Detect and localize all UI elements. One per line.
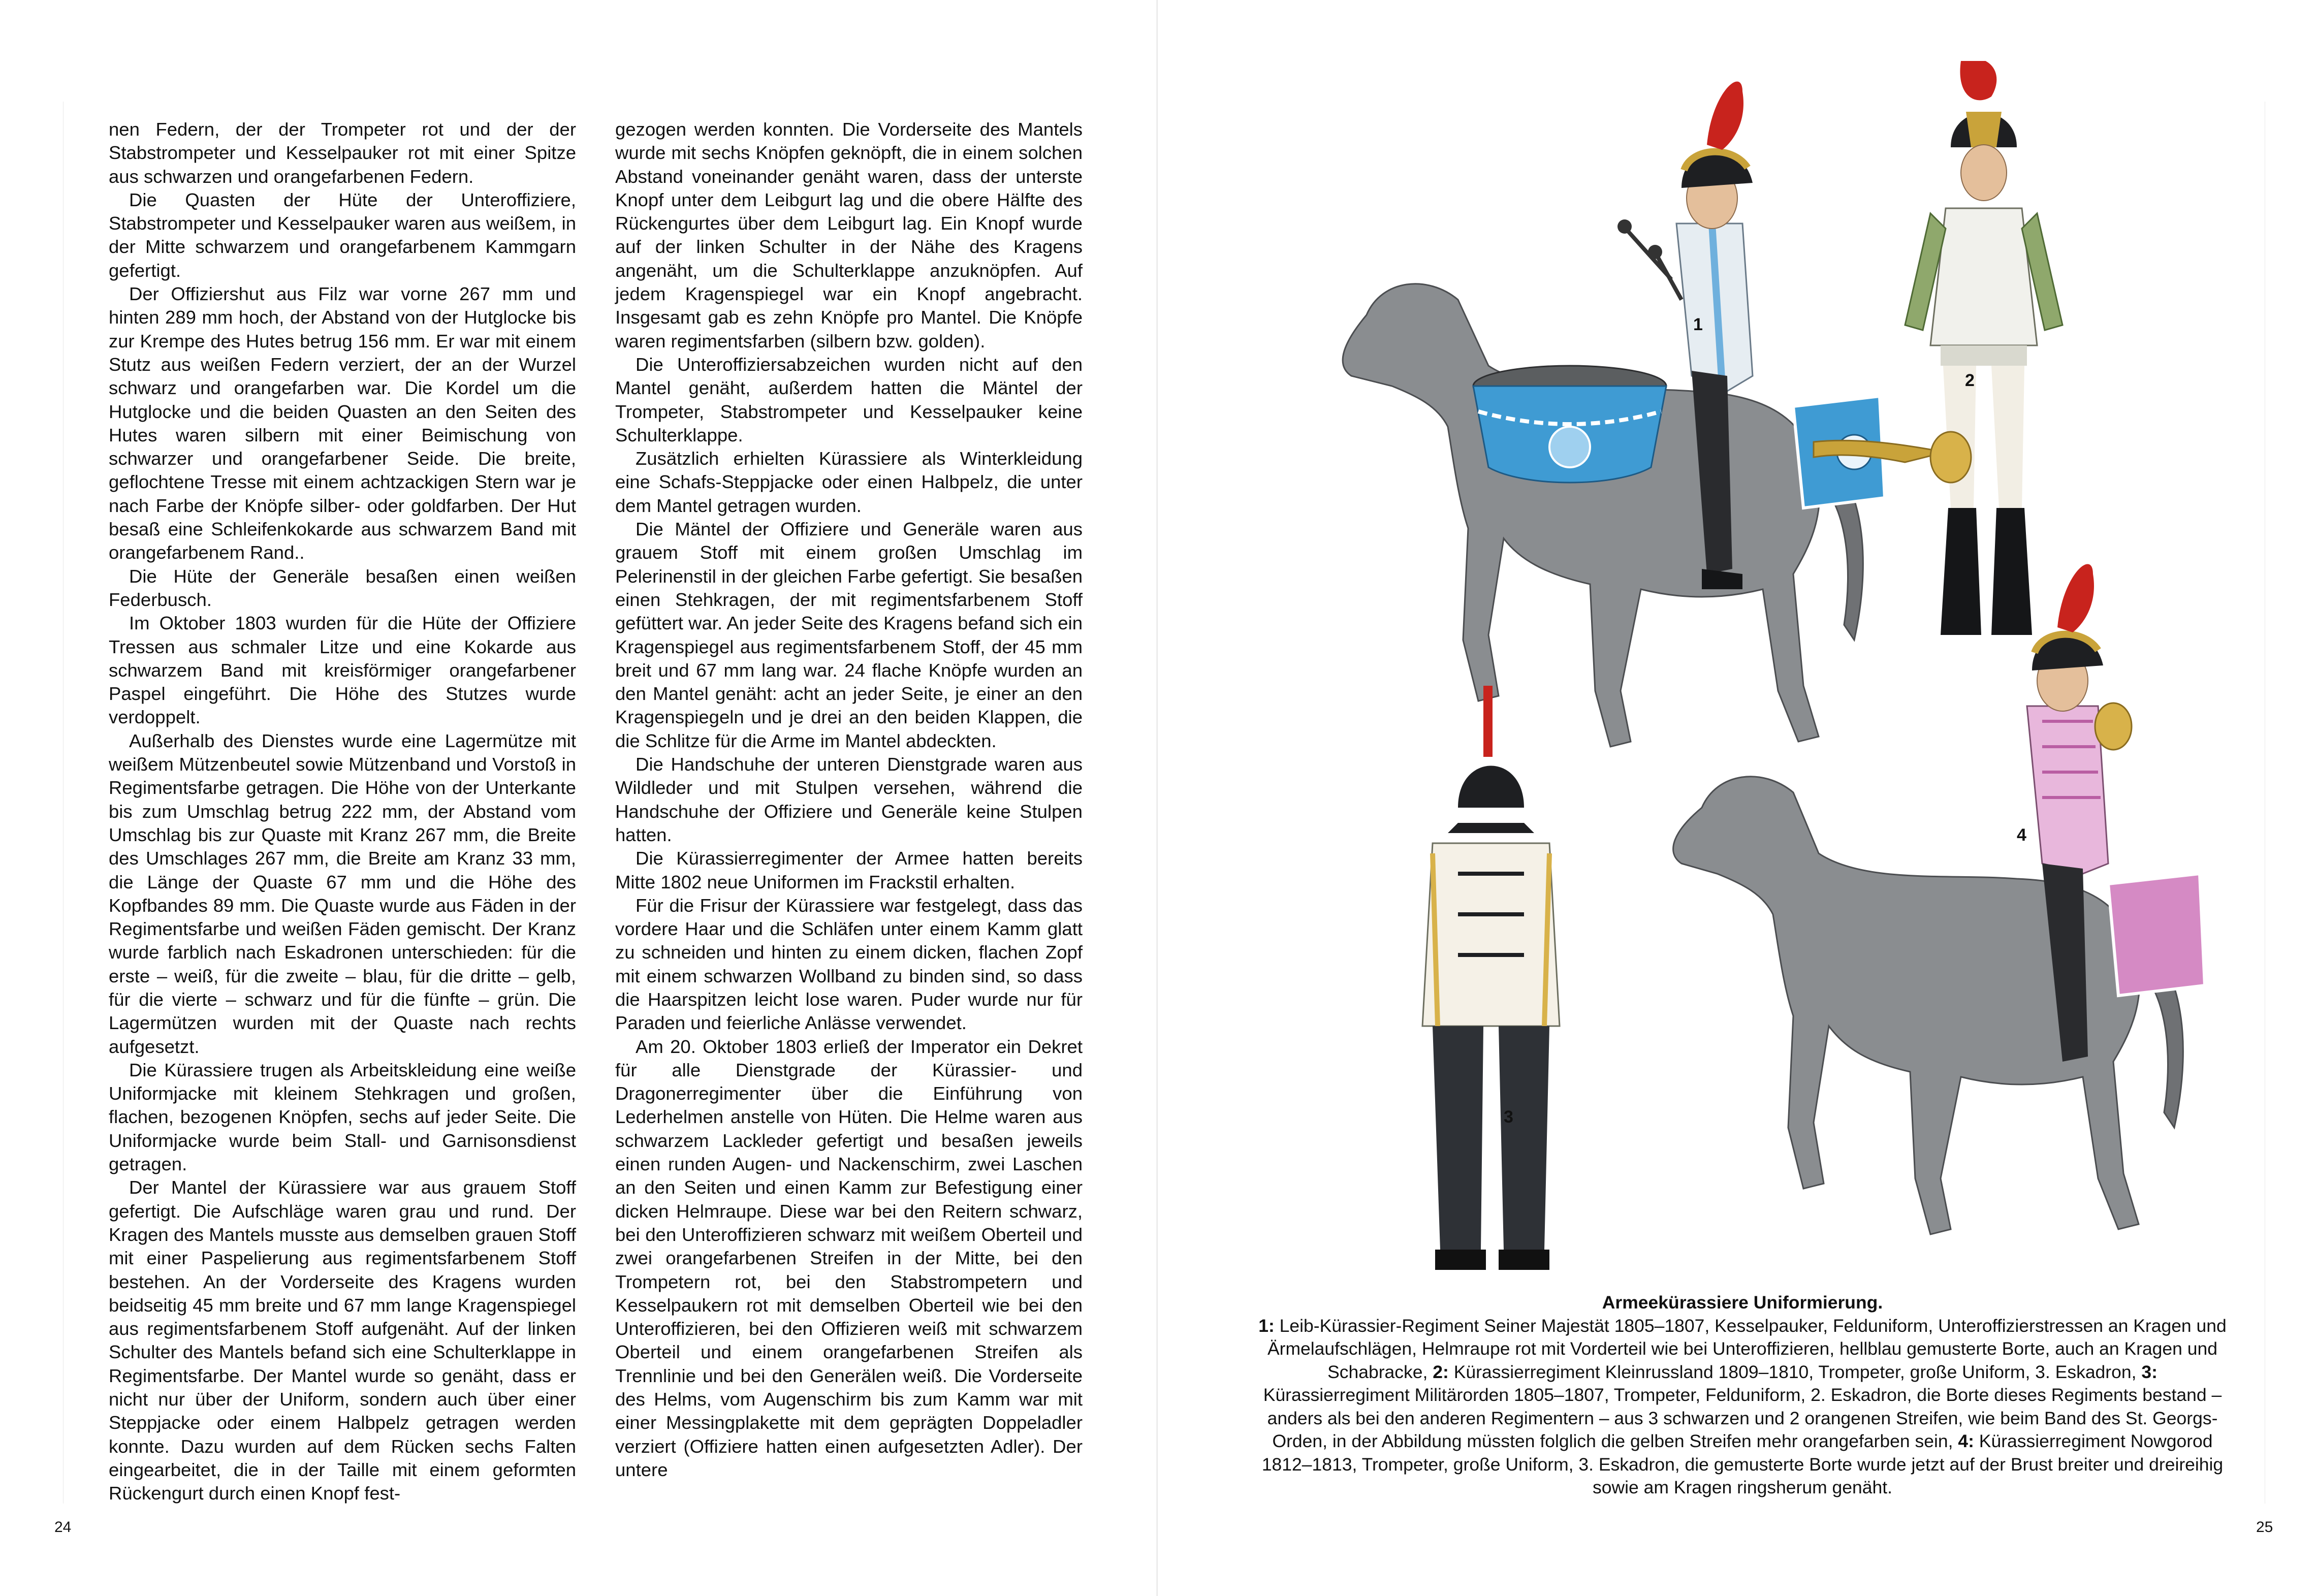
paragraph: Am 20. Oktober 1803 erließ der Imperator ein Dekret für alle Dienstgrade der Kürassier- und Dragonerregimenter über die Einführung von Lederhelmen anstelle von Hüten. Die Helme waren aus schwarzem Lackleder gefertigt und besaßen jeweils einen runden Augen- und Nackenschirm, zwei Laschen an den Seiten und einen Kamm zur Befestigung einer dicken Helmraupe. Diese war bei den Reitern schwarz, bei den Unteroffizieren schwarz mit weißem Oberteil und zwei orangefarbenen Streifen in der Mitte, bei den Trompetern rot, bei den Stabstrompetern und Kesselpaukern rot mit demselben Oberteil wie bei den Unteroffizieren, bei den Offizieren weiß mit schwarzem Oberteil und einem orangefarbenen Streifen als Trennlinie und bei den Generälen weiß. Die Vorderseite des Helms, vom Augenschirm bis zum Kamm war mit einer Messingplakette mit dem geprägten Doppeladler verziert (Offiziere hatten einen aufgesetzten Adler). Der untere bbox=[615, 1036, 1083, 1480]
paragraph: Außerhalb des Dienstes wurde eine Lagermütze mit weißem Mützenbeutel sowie Mützenband und Vorstoß in Regimentsfarbe getragen. Die Höhe von der Unterkante bis zum Umschlag betrug 222 mm, der Abstand vom Umschlag bis zur Quaste mit Kranz 267 mm, die Breite des Umschlages 267 mm, die Breite am Kranz 33 mm, die Länge der Quaste 67 mm und die Höhe des Kopfbandes 89 mm. Die Quaste wurde aus Fäden in der Regimentsfarbe und weißen Fäden gemischt. Der Kranz wurde farblich nach Eskadronen unterschieden: für die erste – weiß, für die zweite – blau, für die dritte – gelb, für die vierte – schwarz und für die fünfte – grün. Die Lagermützen wurden mit der Quaste nach rechts aufgesetzt. bbox=[109, 730, 576, 1057]
caption-entry-text: Kürassierregiment Militärorden 1805–1807, Trompeter, Felduniform, 2. Eskadron, die Borte dieses Regiments bestand – anders als bei den anderen Regimentern – aus 3 schwarzen und 2 orangenen Streifen, wie beim Band des St. Georgs-Orden, in der Abbildung müssten folglich die gelben Streifen mehr orangefarben sein, bbox=[1263, 1385, 2222, 1451]
paragraph: Die Mäntel der Offiziere und Generäle waren aus grauem Stoff mit einem großen Umschlag im Pelerinenstil in der gleichen Farbe gefertigt. Sie besaßen einen Stehkragen, der mit regimentsfarbenem Stoff gefüttert war. An jeder Seite des Kragens befand sich ein Kragenspiegel aus regimentsfarbenem Stoff, der 45 mm breit und 67 mm lang war. 24 flache Knöpfe wurden an den Mantel genäht: acht an jeder Seite, je einer an den Kragenspiegeln und je drei an den beiden Klappen, die die Schlitze für die Arme im Mantel abdeckten. bbox=[615, 519, 1083, 751]
figure-label-1: 1 bbox=[1693, 315, 1703, 334]
page-number-left: 24 bbox=[54, 1519, 72, 1536]
paragraph: gezogen werden konnten. Die Vorderseite des Mantels wurde mit sechs Knöpfen geknöpft, die in einem solchen Abstand voneinander genäht waren, dass der unterste Knopf unter dem Leibgurt lag und die obere Hälfte des Rückengurtes über dem Leibgurt lag. Ein Knopf wurde auf der linken Schulter in der Nähe des Kragens angenäht, um die Schulterklappe anzuknöpfen. Auf jedem Kragenspiegel war ein Knopf angebracht. Insgesamt gab es zehn Knöpfe pro Mantel. Die Knöpfe waren regimentsfarben (silbern bzw. golden). bbox=[615, 119, 1083, 352]
caption-entry-number: 4: bbox=[1958, 1431, 1974, 1451]
uniform-illustration bbox=[1306, 61, 2250, 1280]
paragraph: Die Quasten der Hüte der Unteroffiziere, Stabstrompeter und Kesselpauker waren aus weißem, in der Mitte schwarzem und orangefarbenem Kammgarn gefertigt. bbox=[109, 189, 576, 281]
paragraph: Die Hüte der Generäle besaßen einen weißen Federbusch. bbox=[109, 565, 576, 610]
caption-entry-text: Kürassierregiment Nowgorod 1812–1813, Trompeter, große Uniform, 3. Eskadron, die gemusterte Borte wurde jetzt auf der Brust breiter und dreireihig sowie am Kragen ringsherum genäht. bbox=[1261, 1431, 2224, 1497]
caption-entry-number: 1: bbox=[1258, 1315, 1275, 1336]
horse-1 bbox=[1343, 284, 1863, 747]
caption-entry-text: Kürassierregiment Kleinrussland 1809–1810, Trompeter, große Uniform, 3. Eskadron, bbox=[1448, 1361, 2142, 1382]
caption-entry-number: 3: bbox=[2141, 1361, 2158, 1382]
paragraph: nen Federn, der der Trompeter rot und der der Stabstrompeter und Kesselpauker rot mit einer Spitze aus schwarzen und orangefarbenen Federn. bbox=[109, 119, 576, 187]
caption-body bbox=[1255, 1315, 2230, 1499]
figure-caption bbox=[1255, 1291, 2230, 1499]
kettle-drum bbox=[1473, 366, 1666, 483]
page-number-right: 25 bbox=[2256, 1519, 2273, 1536]
paragraph: Zusätzlich erhielten Kürassiere als Winterkleidung eine Schafs-Steppjacke oder einen Halbpelz, die unter dem Mantel getragen wurden. bbox=[615, 448, 1083, 516]
figure-label-3: 3 bbox=[1504, 1107, 1513, 1127]
figure-label-2: 2 bbox=[1965, 371, 1975, 390]
paragraph: Im Oktober 1803 wurden für die Hüte der Offiziere Tressen aus schmaler Litze und eine Kokarde aus schwarzem Band mit kreisförmiger orangefarbener Paspel eingeführt. Die Höhe des Stutzes wurde verdoppelt. bbox=[109, 613, 576, 728]
left-margin-rule bbox=[63, 102, 64, 1504]
paragraph: Die Handschuhe der unteren Dienstgrade waren aus Wildleder und mit Stulpen versehen, während die Handschuhe der Offiziere und Generäle keine Stulpen hatten. bbox=[615, 754, 1083, 845]
paragraph: Der Mantel der Kürassiere war aus grauem Stoff gefertigt. Die Aufschläge waren grau und rund. Der Kragen des Mantels musste aus demselben grauen Stoff mit einer Paspelierung aus regimentsfarbenem Stoff bestehen. An der Vorderseite des Kragens wurden beidseitig 45 mm breite und 67 mm lange Kragenspiegel aus regimentsfarbenem Stoff aufgenäht. Auf der linken Schulter des Mantels befand sich eine Schulterklappe in Regimentsfarbe. Der Mantel wurde so genäht, dass er nicht nur über der Uniform, sondern auch über einer Steppjacke oder einem Halbpelz getragen werden konnte. Dazu wurden auf dem Rücken sechs Falten eingearbeitet, die in der Taille mit einem geformten Rückengurt durch einen Knopf fest- bbox=[109, 1177, 576, 1504]
saddlecloth-4 bbox=[2108, 874, 2205, 996]
paragraph: Die Kürassierregimenter der Armee hatten bereits Mitte 1802 neue Uniformen im Frackstil erhalten. bbox=[615, 848, 1083, 892]
paragraph: Die Unteroffiziersabzeichen wurden nicht auf den Mantel genäht, außerdem hatten die Mäntel der Trompeter, Stabstrompeter und Kesselpauker keine Schulterklappe. bbox=[615, 354, 1083, 445]
paragraph: Für die Frisur der Kürassiere war festgelegt, dass das vordere Haar und die Schläfen unter einem Kamm glatt zu schneiden und hinten zu einem dicken, flachen Zopf mit einem schwarzen Wollband zu binden sind, so dass die Haarspitzen leicht lose waren. Puder wurde nur für Paraden und feierliche Anlässe verwendet. bbox=[615, 895, 1083, 1034]
text-column-2 bbox=[615, 118, 1083, 1482]
caption-title: Armeekürassiere Uniformierung. bbox=[1602, 1292, 1883, 1313]
caption-entry-number: 2: bbox=[1433, 1361, 1449, 1382]
paragraph: Die Kürassiere trugen als Arbeitskleidung eine weiße Uniformjacke mit kleinem Stehkragen und großen, flachen, bezogenen Knöpfen, sechs auf jeder Seite. Die Uniformjacke wurde beim Stall- und Garnisonsdienst getragen. bbox=[109, 1059, 576, 1175]
text-column-1 bbox=[109, 118, 576, 1506]
figure-label-4: 4 bbox=[2017, 825, 2026, 845]
figure-3-trumpeter-back bbox=[1422, 686, 1560, 1270]
figure-1-kettledrummer bbox=[1343, 81, 1885, 747]
figure-4-mounted-trumpeter bbox=[1673, 564, 2205, 1234]
caption-entry-text: Leib-Kürassier-Regiment Seiner Majestät 1805–1807, Kesselpauker, Felduniform, Unteroffizierstressen an Kragen und Ärmelaufschlägen, Helmraupe rot mit Vorderteil wie bei Unteroffizieren, hellblau gemusterte Borte, auch an Kragen und Schabracke, bbox=[1267, 1315, 2227, 1382]
paragraph: Der Offiziershut aus Filz war vorne 267 mm und hinten 289 mm hoch, der Abstand von der Hutglocke bis zur Krempe des Hutes betrug 156 mm. Er war mit einem Stutz aus weißen Federn verziert, der an der Wurzel schwarz und orangefarben war. Die Kordel um die Hutglocke und die beiden Quasten an den Seiten des Hutes waren silbern mit einer Beimischung von schwarzer und orangefarbener Seide. Die breite, geflochtene Tresse mit einem achtzackigen Stern war je nach Farbe der Knöpfe silber- oder goldfarben. Der Hut besaß eine Schleifenkokarde aus schwarzem Band mit orangefarbenem Rand.. bbox=[109, 283, 576, 563]
